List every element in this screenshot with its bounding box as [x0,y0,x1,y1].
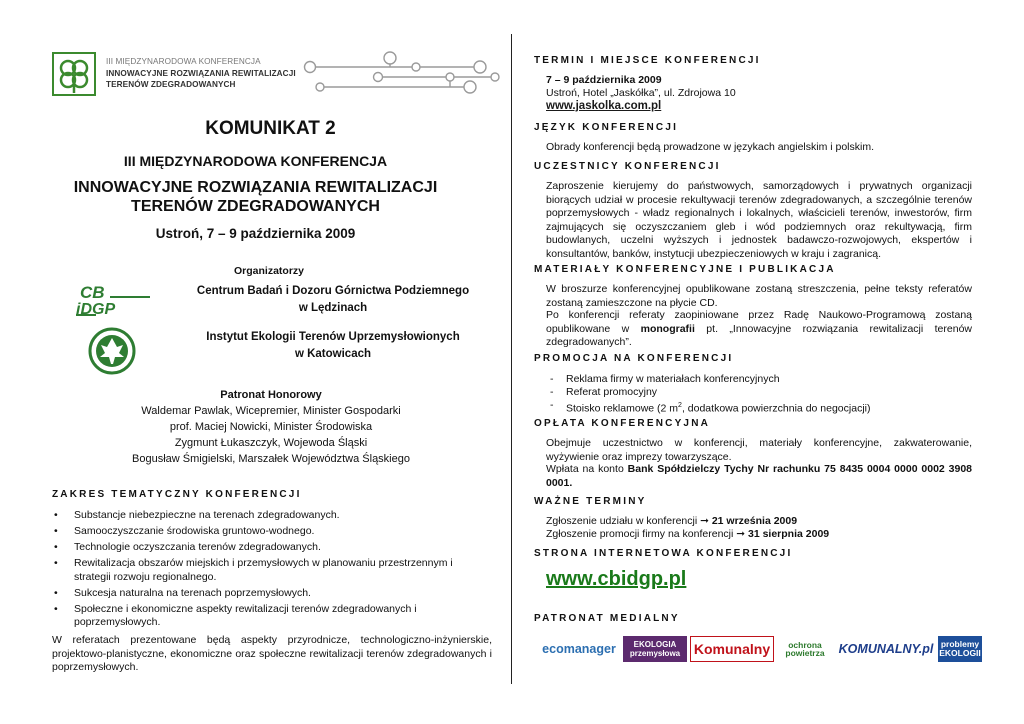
language-heading: JĘZYK KONFERENCJI [534,122,679,133]
conference-date: Ustroń, 7 – 9 października 2009 [155,226,356,241]
komunalny-pl-logo: KOMUNALNY.pl [838,642,934,656]
list-item [52,541,492,555]
list-item-text: Sukcesja naturalna na terenach poprzemysłowych. [74,586,311,599]
cbidgp-logo [76,282,152,316]
materials-text-1: W broszurze konferencyjnej opublikowane zostaną streszczenia, pełne teksty referatów zostaną zamieszczone na płycie CD. [546,283,972,309]
list-item-text: Społeczne i ekonomiczne aspekty rewitalizacji terenów zdegradowanych i poprzemysłowych. [74,602,417,629]
header-line-1: III MIĘDZYNARODOWA KONFERENCJA [106,57,261,66]
ecomanager-logo: ecomanager [542,642,616,656]
language-text: Obrady konferencji będą prowadzone w językach angielskim i polskim. [546,141,874,153]
list-item-text: Stoisko reklamowe (2 m [566,402,679,415]
svg-text:CB: CB [80,283,105,302]
fee-text-2 [546,463,972,490]
patron-item: Waldemar Pawlak, Wicepremier, Minister Gospodarki [141,405,401,417]
deadline-date: 31 sierpnia 2009 [747,528,830,540]
organizer-1-line-1: Centrum Badań i Dozoru Górnictwa Podziemnego [196,285,470,297]
promotion-heading: PROMOCJA NA KONFERENCJI [534,353,734,364]
organizer-cbidgp [188,283,478,317]
bank-account: Bank Spółdzielczy Tychy Nr rachunku 75 8435 0004 0000 0002 3908 0001. [546,463,972,489]
scope-paragraph: W referatach prezentowane będą aspekty przyrodnicze, technologiczno-inżynierskie, projektowo-planistyczne, ekonomiczne oraz społeczne rewitalizacji terenów zdegradowanych i poprzemysłowych. [52,634,492,673]
list-item [52,509,492,523]
fee-text-2a: Wpłata na konto [546,463,628,475]
problemy-ekologii-logo: problemy EKOLOGII [938,636,982,662]
ochrona-powietrza-logo: ochrona powietrza [785,639,825,658]
circuit-decoration [300,50,500,100]
deadline-label: Zgłoszenie promocji firmy na konferencji [546,528,734,540]
dash-icon: - [550,399,554,411]
participants-text: Zaproszenie kierujemy do państwowych, samorządowych i prywatnych organizacji biorących udział w procesie rekultywacji terenów zdegradowanych, a szczególnie terenów poprzemysłowych - władz regionalnych i lokalnych, właścicieli terenów, inwestorów, firm zajmujących się oczyszczaniem gleb i wód podziemnych oraz rekultywacją, firm budowlanych, uczelni wyższych i jednostek badawczo-rozwojowych, ekspertów i konsultantów, banków, instytucji ubezpieczeniowych w kraju i zagranicą. [546,180,972,260]
header-line-2: INNOWACYJNE ROZWIĄZANIA REWITALIZACJI [106,69,296,78]
list-item-text: Samooczyszczanie środowiska gruntowo-wodnego. [74,525,315,538]
list-item [546,386,870,399]
list-item-text-end: , dodatkowa powierzchnia do negocjacji) [681,402,871,415]
patron-item: Bogusław Śmigielski, Marszałek Województwa Śląskiego [132,453,410,465]
conference-title: III MIĘDZYNARODOWA KONFERENCJA [123,153,388,169]
bullet-icon: • [54,586,58,599]
superscript: 2 [678,402,682,409]
przeglad-komunalny-logo: Komunalny [690,636,774,662]
materials-monografia: monografii [640,322,695,335]
list-item [546,373,870,386]
deadlines-heading: WAŻNE TERMINY [534,496,647,507]
bullet-icon: • [54,509,58,521]
organizer-1-line-2: w Lędzinach [298,302,368,314]
fee-text-1: Obejmuje uczestnictwo w konferencji, materiały konferencyjne, zakwaterowanie, wyżywienie oraz imprezy towarzyszące. [546,437,972,463]
materials-text-2a: Po konferencji referaty zaopiniowane przez Radę Naukowo-Programową zostaną opublikowane w [546,309,972,335]
list-item-text: Referat promocyjny [566,386,658,398]
materials-text-2c: pt. „Innowacyjne rozwiązania rewitalizacji terenów zdegradowanych”. [546,322,972,348]
deadline-date: 21 września 2009 [711,515,798,527]
term-heading: TERMIN I MIEJSCE KONFERENCJI [534,55,761,66]
list-item [52,603,492,630]
deadline-row-2 [546,528,972,542]
list-item-text: Technologie oczyszczania terenów zdegradowanych. [74,541,321,554]
materials-text-2 [546,309,972,350]
dash-icon: - [550,373,554,385]
organizer-ietu [188,329,478,363]
deadline-label: Zgłoszenie udziału w konferencji [546,515,698,527]
conference-logo [52,52,96,96]
ekologia-przemyslowa-logo: EKOLOGIA przemysłowa [623,636,687,662]
promotion-list [546,373,870,416]
scope-heading: ZAKRES TEMATYCZNY KONFERENCJI [52,489,302,500]
list-item [52,557,492,584]
organizer-2-line-1: Instytut Ekologii Terenów Uprzemysłowionych [206,331,460,343]
list-item-text: Rewitalizacja obszarów miejskich i przemysłowych w planowaniu przestrzennym i strategii rozwoju regionalnego. [74,557,453,583]
hotel-link[interactable]: www.jaskolka.com.pl [546,100,662,112]
bullet-icon: • [54,557,58,570]
website-link[interactable]: www.cbidgp.pl [546,568,687,590]
list-item [546,399,870,416]
organizers-label: Organizatorzy [234,265,305,277]
header-line-3: TERENÓW ZDEGRADOWANYCH [106,80,236,89]
fee-heading: OPŁATA KONFERENCYJNA [534,418,711,429]
term-place: Ustroń, Hotel „Jaskółka”, ul. Zdrojowa 10 [546,87,736,99]
list-item-text: Reklama firmy w materiałach konferencyjnych [566,373,780,385]
patron-item: prof. Maciej Nowicki, Minister Środowiska [169,421,373,433]
column-divider [511,34,512,684]
komunikat-title: KOMUNIKAT 2 [205,118,336,139]
term-date: 7 – 9 października 2009 [546,74,662,86]
media-heading: PATRONAT MEDIALNY [534,613,680,624]
list-item-text: Substancje niebezpieczne na terenach zdegradowanych. [74,509,340,521]
list-item [52,525,492,539]
participants-heading: UCZESTNICY KONFERENCJI [534,161,721,172]
arrow-right-icon: ➞ [700,515,709,527]
patron-item: Zygmunt Łukaszczyk, Wojewoda Śląski [174,437,368,449]
deadline-row-1 [546,515,972,529]
bullet-icon: • [54,541,58,554]
list-item [52,587,492,601]
svg-text:iDGP: iDGP [76,301,116,316]
scope-list [52,509,492,633]
main-title-line-1: INNOWACYJNE ROZWIĄZANIA REWITALIZACJI [73,179,438,196]
ietu-logo [88,327,136,375]
arrow-right-icon: ➞ [736,528,746,540]
organizer-2-line-2: w Katowicach [294,348,372,360]
patronage-label: Patronat Honorowy [220,389,322,401]
materials-heading: MATERIAŁY KONFERENCYJNE I PUBLIKACJA [534,264,836,275]
clover-icon [54,54,94,94]
bullet-icon: • [54,602,58,615]
main-title-line-2: TERENÓW ZDEGRADOWANYCH [131,198,380,215]
dash-icon: - [550,386,554,398]
bullet-icon: • [54,525,58,538]
website-heading: STRONA INTERNETOWA KONFERENCJI [534,548,793,559]
